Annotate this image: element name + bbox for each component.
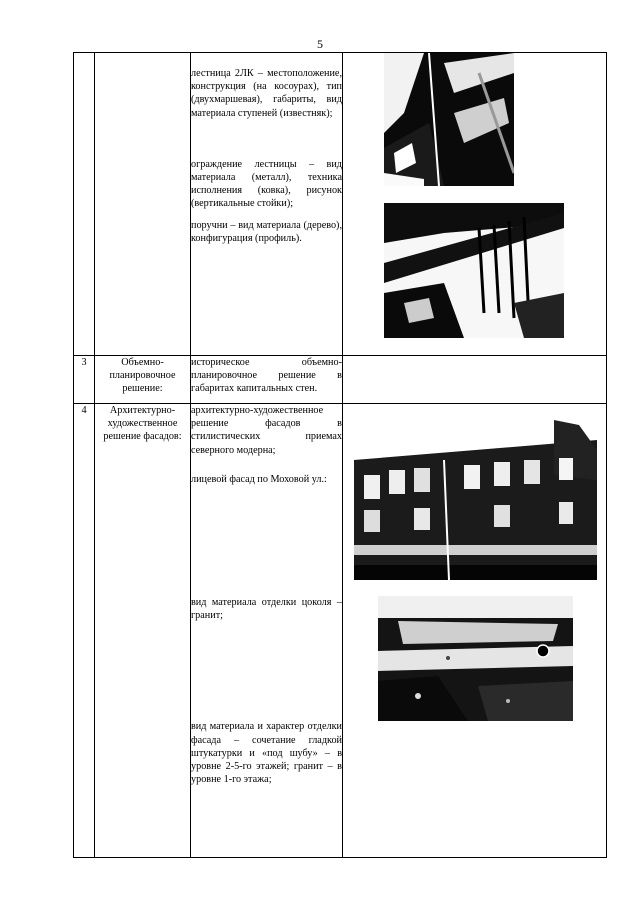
description-paragraph: архитектурно-художественное решение фасадов в стилистических приемах северного модерна; [191, 405, 342, 456]
description-paragraph: поручни – вид материала (дерево), конфигурация (профиль). [191, 219, 342, 244]
staircase-railing-photo [384, 203, 564, 338]
description-paragraph: вид материала и характер отделки фасада – сочетание гладкой штукатурки и «под шубу» – в уровне 2-5-го этажей; гранит – в уровне 1-го этажа; [191, 721, 342, 786]
element-name: Архитектурно-художественное решение фасадов: [95, 404, 191, 858]
table-row [74, 53, 607, 356]
description-paragraph: историческое объемно-планировочное решение в габаритах капитальных стен. [191, 357, 342, 395]
description-paragraph: лицевой фасад по Моховой ул.: [191, 473, 327, 485]
protected-elements-table [73, 52, 607, 858]
element-name [95, 53, 191, 356]
element-description [191, 356, 343, 404]
row-number: 4 [74, 404, 95, 858]
staircase-photo [384, 53, 514, 186]
description-paragraph: ограждение лестницы – вид материала (металл), техника исполнения (ковка), рисунок (вертикальные стойки); [191, 158, 342, 210]
description-paragraph: лестница 2ЛК – местоположение, конструкция (на косоурах), тип (двухмаршевая), габариты, вид материала ступеней (известняк); [191, 68, 342, 119]
element-name: Объемно-планировочное решение: [95, 356, 191, 404]
photo-cell [343, 404, 607, 858]
photo-cell [343, 53, 607, 356]
table-row [74, 404, 607, 858]
photo-cell [343, 356, 607, 404]
row-number [74, 53, 95, 356]
description-paragraph: вид материала отделки цоколя – гранит; [191, 597, 342, 622]
element-description [191, 53, 343, 356]
facade-photo [354, 420, 597, 580]
plinth-granite-photo [378, 596, 573, 721]
table-row [74, 356, 607, 404]
page-number: 5 [317, 37, 323, 51]
element-description [191, 404, 343, 858]
row-number: 3 [74, 356, 95, 404]
